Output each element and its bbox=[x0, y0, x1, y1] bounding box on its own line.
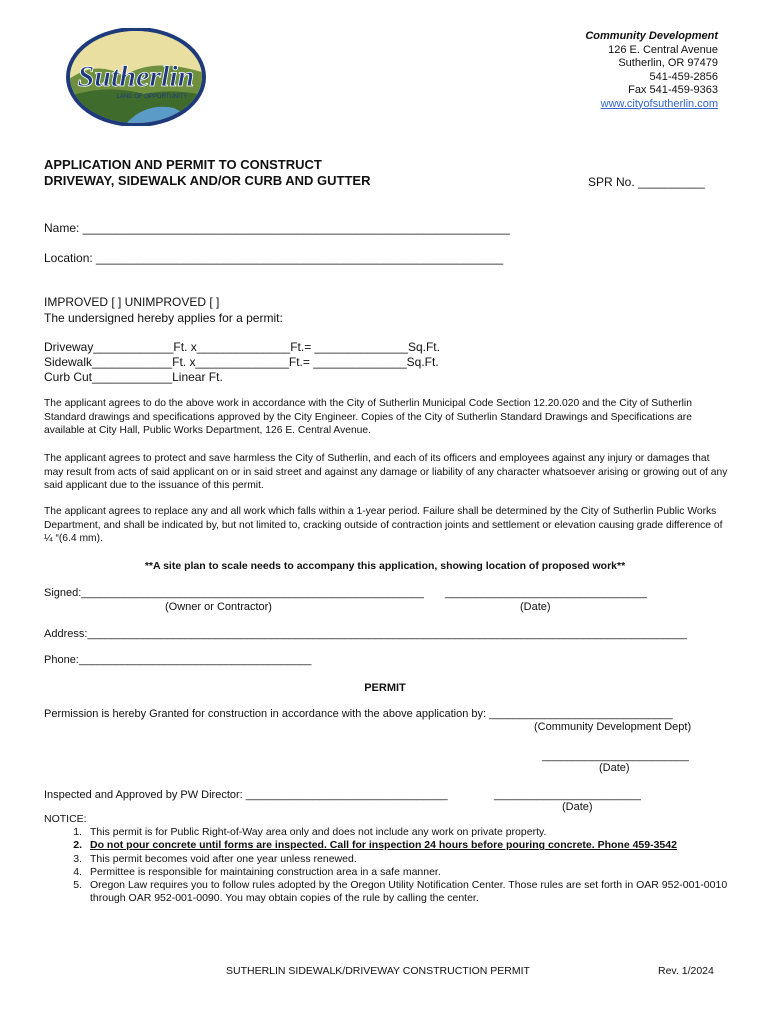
notice-item-number: 1. bbox=[73, 826, 82, 839]
measurement-block bbox=[44, 340, 440, 385]
site-plan-note: **A site plan to scale needs to accompany this application, showing location of proposed work** bbox=[144, 560, 626, 572]
contact-dept: Community Development bbox=[585, 30, 718, 42]
notice-item-text: This permit is for Public Right-of-Way area only and does not include any work on private property. bbox=[90, 826, 547, 839]
paragraph-work-agreement: The applicant agrees to do the above work in accordance with the City of Sutherlin Municipal Code Section 12.20.020 and the City of Sutherlin Standard drawings and specifications approved by the City Engineer. Copies of the City of Sutherlin Standard Drawings and Specifications are available at City Hall, Public Works Department, 126 E. Central Avenue. bbox=[44, 398, 692, 437]
inspected-date-label: (Date) bbox=[562, 801, 593, 813]
curb-cut-field[interactable]: Curb Cut____________Linear Ft. bbox=[44, 370, 223, 384]
inspected-approved-field[interactable]: Inspected and Approved by PW Director: _________________________________ bbox=[44, 789, 448, 801]
location-field[interactable]: Location: _____________________________________________________________ bbox=[44, 251, 504, 265]
contact-block bbox=[585, 30, 718, 111]
notice-item bbox=[44, 879, 744, 905]
contact-website-link[interactable]: www.cityofsutherlin.com bbox=[600, 97, 718, 110]
notice-item-text: Do not pour concrete until forms are inspected. Call for inspection 24 hours before pouring concrete. Phone 459-3542 bbox=[90, 839, 677, 852]
improved-checkboxes[interactable]: IMPROVED [ ] UNIMPROVED [ ] bbox=[44, 295, 220, 309]
notice-item-number: 5. bbox=[73, 879, 82, 892]
notice-item-number: 2. bbox=[73, 839, 82, 852]
logo-tagline: LAND OF OPPORTUNITY bbox=[116, 94, 188, 100]
inspected-date-line[interactable]: ________________________ bbox=[494, 789, 641, 801]
owner-label: (Owner or Contractor) bbox=[165, 601, 272, 613]
notice-heading: NOTICE: bbox=[44, 813, 87, 825]
name-field[interactable]: Name: ________________________________________________________________ bbox=[44, 221, 510, 235]
title-line1: APPLICATION AND PERMIT TO CONSTRUCT bbox=[44, 157, 322, 172]
notice-section bbox=[44, 813, 744, 905]
address-field[interactable]: Address:__________________________________________________________________________________________________ bbox=[44, 628, 687, 640]
notice-item-text: Oregon Law requires you to follow rules adopted by the Oregon Utility Notification Center. Those rules are set forth in OAR 952-001-0010 through OAR 952-001-0090. You may obtain copies of the rule by calling the center. bbox=[90, 879, 728, 905]
logo-text: Sutherlin bbox=[77, 60, 195, 93]
title-line2: DRIVEWAY, SIDEWALK AND/OR CURB AND GUTTER bbox=[44, 173, 371, 188]
contact-phone: 541-459-2856 bbox=[649, 70, 718, 83]
notice-item-text: Permittee is responsible for maintaining construction area in a safe manner. bbox=[90, 865, 441, 878]
footer-title: SUTHERLIN SIDEWALK/DRIVEWAY CONSTRUCTION PERMIT bbox=[226, 965, 530, 977]
signed-field[interactable]: Signed:________________________________________________________ bbox=[44, 587, 424, 599]
community-dept-label: (Community Development Dept) bbox=[534, 721, 692, 733]
notice-item bbox=[44, 839, 744, 852]
sidewalk-field[interactable]: Sidewalk____________Ft. x______________Ft.= ______________Sq.Ft. bbox=[44, 355, 439, 369]
contact-address1: 126 E. Central Avenue bbox=[608, 43, 718, 56]
footer-revision: Rev. 1/2024 bbox=[658, 965, 714, 977]
city-logo bbox=[64, 28, 208, 126]
page-title bbox=[44, 157, 370, 189]
permission-granted-field[interactable]: Permission is hereby Granted for construction in accordance with the above application by: ______________________________ bbox=[44, 708, 673, 720]
notice-item-text: This permit becomes void after one year unless renewed. bbox=[90, 852, 357, 865]
notice-item-number: 4. bbox=[73, 865, 82, 878]
permit-heading: PERMIT bbox=[364, 682, 406, 694]
contact-fax: Fax 541-459-9363 bbox=[628, 84, 718, 96]
notice-item bbox=[44, 826, 744, 839]
permit-date-line[interactable]: ________________________ bbox=[542, 750, 689, 762]
applies-text: The undersigned hereby applies for a permit: bbox=[44, 311, 283, 325]
spr-number: SPR No. __________ bbox=[588, 175, 705, 189]
signed-date-line[interactable]: _________________________________ bbox=[445, 587, 647, 599]
permit-date-label: (Date) bbox=[599, 762, 630, 774]
notice-item bbox=[44, 866, 744, 879]
paragraph-replacement: The applicant agrees to replace any and all work which falls within a 1-year period. Failure shall be determined by the City of Sutherlin Public Works Department, and shall be indicated by, but not limited to, cracking outside of contraction joints and settlement or elevation causing grade difference of ¼ “(6.4 mm). bbox=[44, 506, 723, 545]
notice-item-number: 3. bbox=[73, 852, 82, 865]
paragraph-hold-harmless: The applicant agrees to protect and save harmless the City of Sutherlin, and each of its officers and employees against any injury or damages that may result from acts of said applicant on or in said street and against any damage or liability of any character whatsoever arising or growing out of any said applicant due to the issuance of this permit. bbox=[44, 453, 728, 492]
driveway-field[interactable]: Driveway____________Ft. x______________Ft.= ______________Sq.Ft. bbox=[44, 340, 440, 354]
phone-field[interactable]: Phone:______________________________________ bbox=[44, 654, 312, 666]
notice-item bbox=[44, 853, 744, 866]
contact-address2: Sutherlin, OR 97479 bbox=[618, 57, 718, 69]
signed-date-label: (Date) bbox=[520, 601, 551, 613]
